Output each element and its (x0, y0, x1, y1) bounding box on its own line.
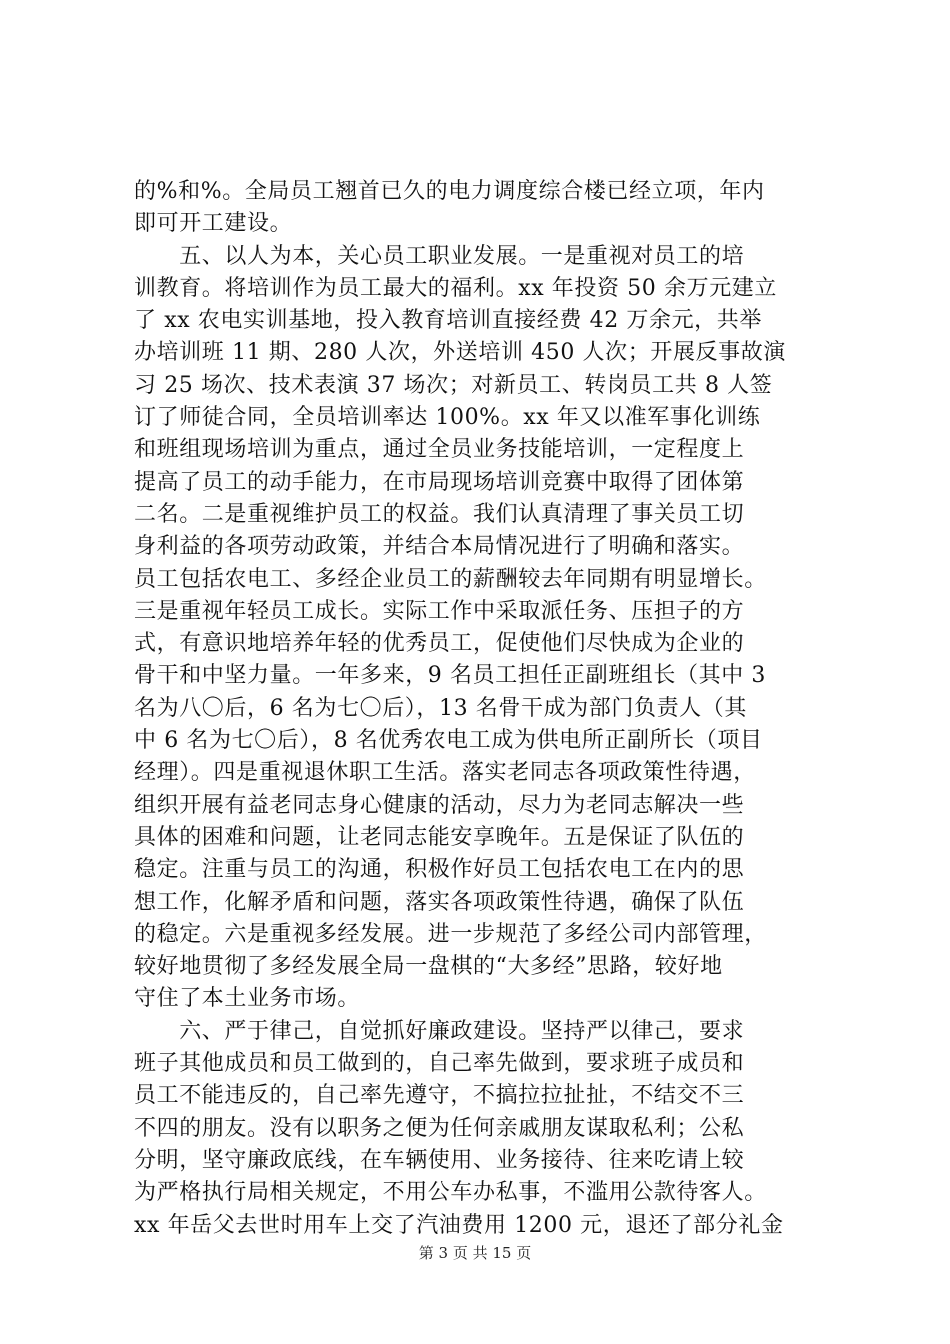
text-line: 习 25 场次、技术表演 37 场次；对新员工、转岗员工共 8 人签 (134, 372, 773, 398)
text-line: 式，有意识地培养年轻的优秀员工，促使他们尽快成为企业的 (134, 631, 745, 657)
text-line: 较好地贯彻了多经发展全局一盘棋的“大多经”思路，较好地 (134, 954, 723, 980)
text-line: 想工作，化解矛盾和问题，落实各项政策性待遇，确保了队伍 (134, 889, 745, 915)
page-number-footer: 第 3 页 共 15 页 (418, 1244, 532, 1262)
text-line: 名为八〇后，6 名为七〇后），13 名骨干成为部门负责人（其 (134, 695, 747, 721)
text-line: 订了师徒合同，全员培训率达 100%。xx 年又以准军事化训练 (134, 405, 761, 431)
text-line: 稳定。注重与员工的沟通，积极作好员工包括农电工在内的思 (134, 857, 745, 883)
text-line: 了 xx 农电实训基地，投入教育培训直接经费 42 万余元，共举 (134, 308, 762, 334)
text-line: 即可开工建设。 (134, 211, 293, 237)
text-line: 二名。二是重视维护员工的权益。我们认真清理了事关员工切 (134, 501, 745, 527)
text-line: 和班组现场培训为重点，通过全员业务技能培训，一定程度上 (134, 437, 745, 463)
text-line: 骨干和中坚力量。一年多来，9 名员工担任正副班组长（其中 3 (134, 663, 766, 689)
text-line: 分明，坚守廉政底线，在车辆使用、业务接待、往来吃请上较 (134, 1147, 745, 1173)
paragraph-start-line: 五、以人为本，关心员工职业发展。一是重视对员工的培 (134, 243, 745, 269)
text-line: 经理）。四是重视退休职工生活。落实老同志各项政策性待遇， (134, 760, 756, 786)
text-line: 的稳定。六是重视多经发展。进一步规范了多经公司内部管理， (134, 921, 767, 947)
text-line: 的%和%。全局员工翘首已久的电力调度综合楼已经立项，年内 (134, 179, 765, 204)
document-body (134, 176, 838, 1242)
text-line: 三是重视年轻员工成长。实际工作中采取派任务、压担子的方 (134, 598, 745, 624)
text-line: 办培训班 11 期、280 人次，外送培训 450 人次；开展反事故演 (134, 340, 786, 366)
text-line: 身利益的各项劳动政策，并结合本局情况进行了明确和落实。 (134, 534, 745, 560)
text-line: 为严格执行局相关规定，不用公车办私事，不滥用公款待客人。 (134, 1180, 767, 1206)
text-line: 训教育。将培训作为员工最大的福利。xx 年投资 50 余万元建立 (134, 275, 777, 301)
text-line: 具体的困难和问题，让老同志能安享晚年。五是保证了队伍的 (134, 824, 745, 850)
text-line: 中 6 名为七〇后），8 名优秀农电工成为供电所正副所长（项目 (134, 728, 763, 754)
text-line: 不四的朋友。没有以职务之便为任何亲戚朋友谋取私利；公私 (134, 1115, 745, 1141)
text-line: 班子其他成员和员工做到的，自己率先做到，要求班子成员和 (134, 1051, 745, 1077)
text-line: 守住了本土业务市场。 (134, 986, 361, 1012)
text-line: 组织开展有益老同志身心健康的活动，尽力为老同志解决一些 (134, 792, 745, 818)
text-line: xx 年岳父去世时用车上交了汽油费用 1200 元，退还了部分礼金 (134, 1212, 784, 1238)
text-line: 员工不能违反的，自己率先遵守，不搞拉拉扯扯，不结交不三 (134, 1083, 745, 1109)
paragraph-start-line: 六、严于律己，自觉抓好廉政建设。坚持严以律己，要求 (134, 1018, 745, 1044)
text-line: 提高了员工的动手能力，在市局现场培训竞赛中取得了团体第 (134, 469, 745, 495)
text-line: 员工包括农电工、多经企业员工的薪酬较去年同期有明显增长。 (134, 566, 767, 592)
